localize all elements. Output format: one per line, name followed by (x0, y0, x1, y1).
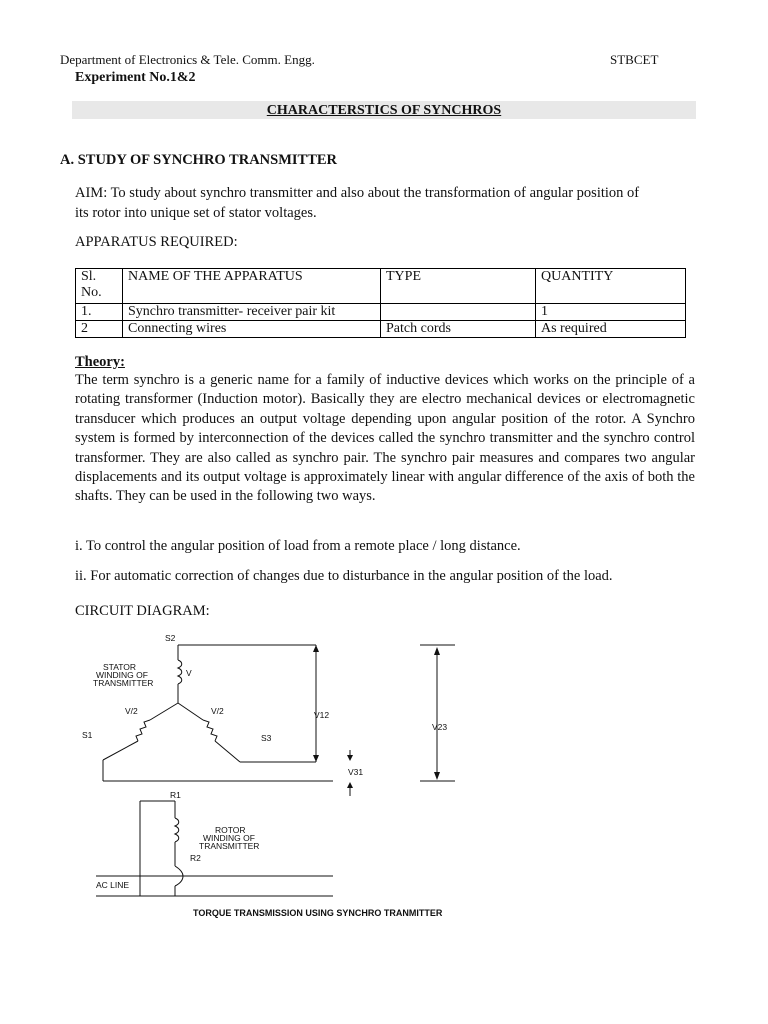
label-stator-2: WINDING OF (96, 670, 148, 680)
header-cell: NAME OF THE APPARATUS (123, 269, 381, 304)
header-cell: Sl. No. (76, 269, 123, 304)
label-s1: S1 (82, 730, 93, 740)
label-r2: R2 (190, 853, 201, 863)
table-cell: As required (536, 321, 686, 338)
label-r1: R1 (170, 790, 181, 800)
label-s3: S3 (261, 733, 272, 743)
label-rotor-1: ROTOR (215, 825, 246, 835)
label-v31: V31 (348, 767, 364, 777)
apparatus-heading: APPARATUS REQUIRED: (75, 234, 238, 250)
table-cell: 1 (536, 304, 686, 321)
label-rotor-3: TRANSMITTER (199, 841, 260, 851)
aim-line-1: AIM: To study about synchro transmitter and also about the transformation of angular position of (75, 185, 640, 201)
table-cell: 1. (76, 304, 123, 321)
label-vhalf-left: V/2 (125, 706, 138, 716)
header-cell: QUANTITY (536, 269, 686, 304)
label-ac-line: AC LINE (96, 880, 130, 890)
diagram-caption: TORQUE TRANSMISSION USING SYNCHRO TRANMITTER (193, 908, 443, 918)
aim-line-2: its rotor into unique set of stator voltages. (75, 205, 317, 221)
section-heading: A. STUDY OF SYNCHRO TRANSMITTER (60, 152, 338, 168)
label-stator-3: TRANSMITTER (93, 678, 154, 688)
circuit-heading: CIRCUIT DIAGRAM: (75, 603, 210, 619)
label-s2: S2 (165, 633, 176, 643)
table-cell: 2 (76, 321, 123, 338)
table-cell: Synchro transmitter- receiver pair kit (123, 304, 381, 321)
theory-heading: Theory: (75, 354, 125, 370)
page-title: CHARACTERSTICS OF SYNCHROS (266, 103, 502, 118)
theory-item-2: ii. For automatic correction of changes due to disturbance in the angular position of the load. (75, 568, 613, 584)
label-v: V (186, 668, 192, 678)
theory-paragraph: The term synchro is a generic name for a family of inductive devices which works on the principle of a rotating transformer (Induction motor). Basically they are electro mechanical devices or electromagnetic transducer which produces an output voltage depending upon angular position of the rotor. A Synchro system is formed by interconnection of the devices called the synchro transmitter and the synchro control transformer. They are also called as synchro pair. The synchro pair measures and compares two angular displacements and its output voltage is approximately linear with angular difference of the axis of both the shafts. They can be used in the following two ways. (75, 372, 695, 505)
experiment-number: Experiment No.1&2 (75, 70, 196, 85)
label-stator-1: STATOR (103, 662, 137, 672)
label-rotor-2: WINDING OF (203, 833, 255, 843)
label-v12: V12 (314, 710, 330, 720)
theory-item-1: i. To control the angular position of load from a remote place / long distance. (75, 538, 521, 554)
table-cell: Patch cords (381, 321, 536, 338)
table-cell: Connecting wires (123, 321, 381, 338)
department-header: Department of Electronics & Tele. Comm. Engg. (60, 52, 315, 67)
label-vhalf-right: V/2 (211, 706, 224, 716)
college-code: STBCET (610, 52, 659, 67)
header-cell: TYPE (381, 269, 536, 304)
label-v23: V23 (432, 722, 448, 732)
